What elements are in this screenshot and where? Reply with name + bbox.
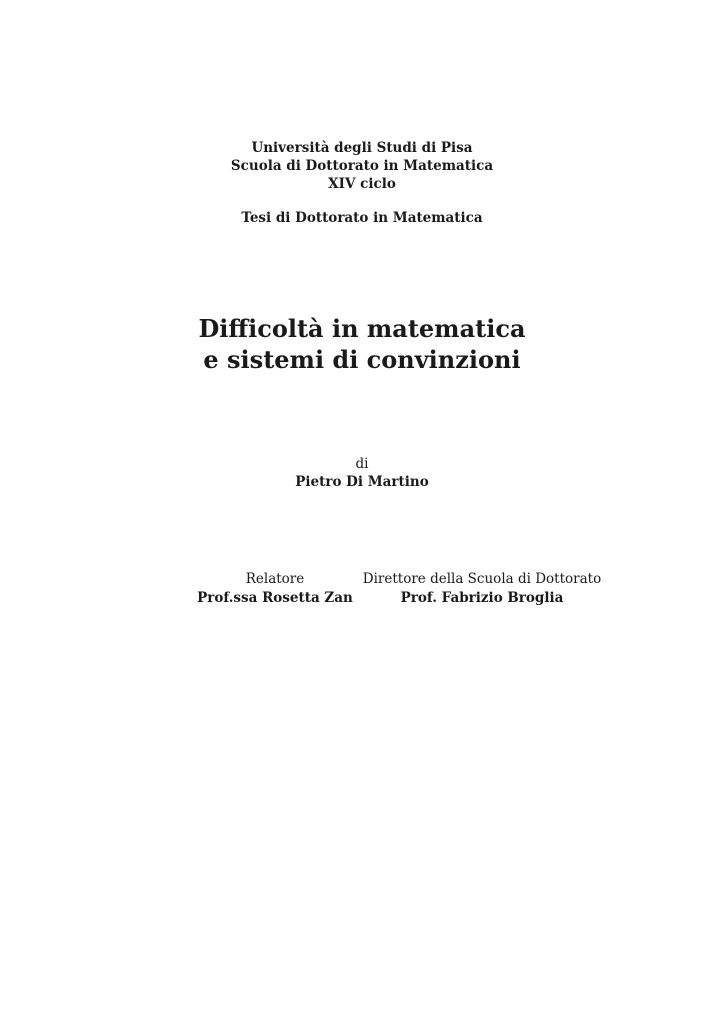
university-name: Università degli Studi di Pisa <box>251 140 473 156</box>
supervisor-role: Relatore <box>245 571 305 587</box>
director-block <box>362 571 602 606</box>
director-name: Prof. Fabrizio Broglia <box>400 590 564 606</box>
supervisor-name: Prof.ssa Rosetta Zan <box>197 590 353 606</box>
thesis-type: Tesi di Dottorato in Matematica <box>241 210 483 226</box>
thesis-title-line-2: e sistemi di convinzioni <box>203 345 521 374</box>
author-name: Pietro Di Martino <box>295 474 429 490</box>
author-prefix: di <box>355 456 369 472</box>
director-role: Direttore della Scuola di Dottorato <box>362 571 602 587</box>
thesis-title-line-1: Difficoltà in matematica <box>198 314 526 343</box>
cycle: XIV ciclo <box>328 176 396 192</box>
supervisor-block <box>190 571 360 606</box>
doctoral-school: Scuola di Dottorato in Matematica <box>230 158 494 174</box>
